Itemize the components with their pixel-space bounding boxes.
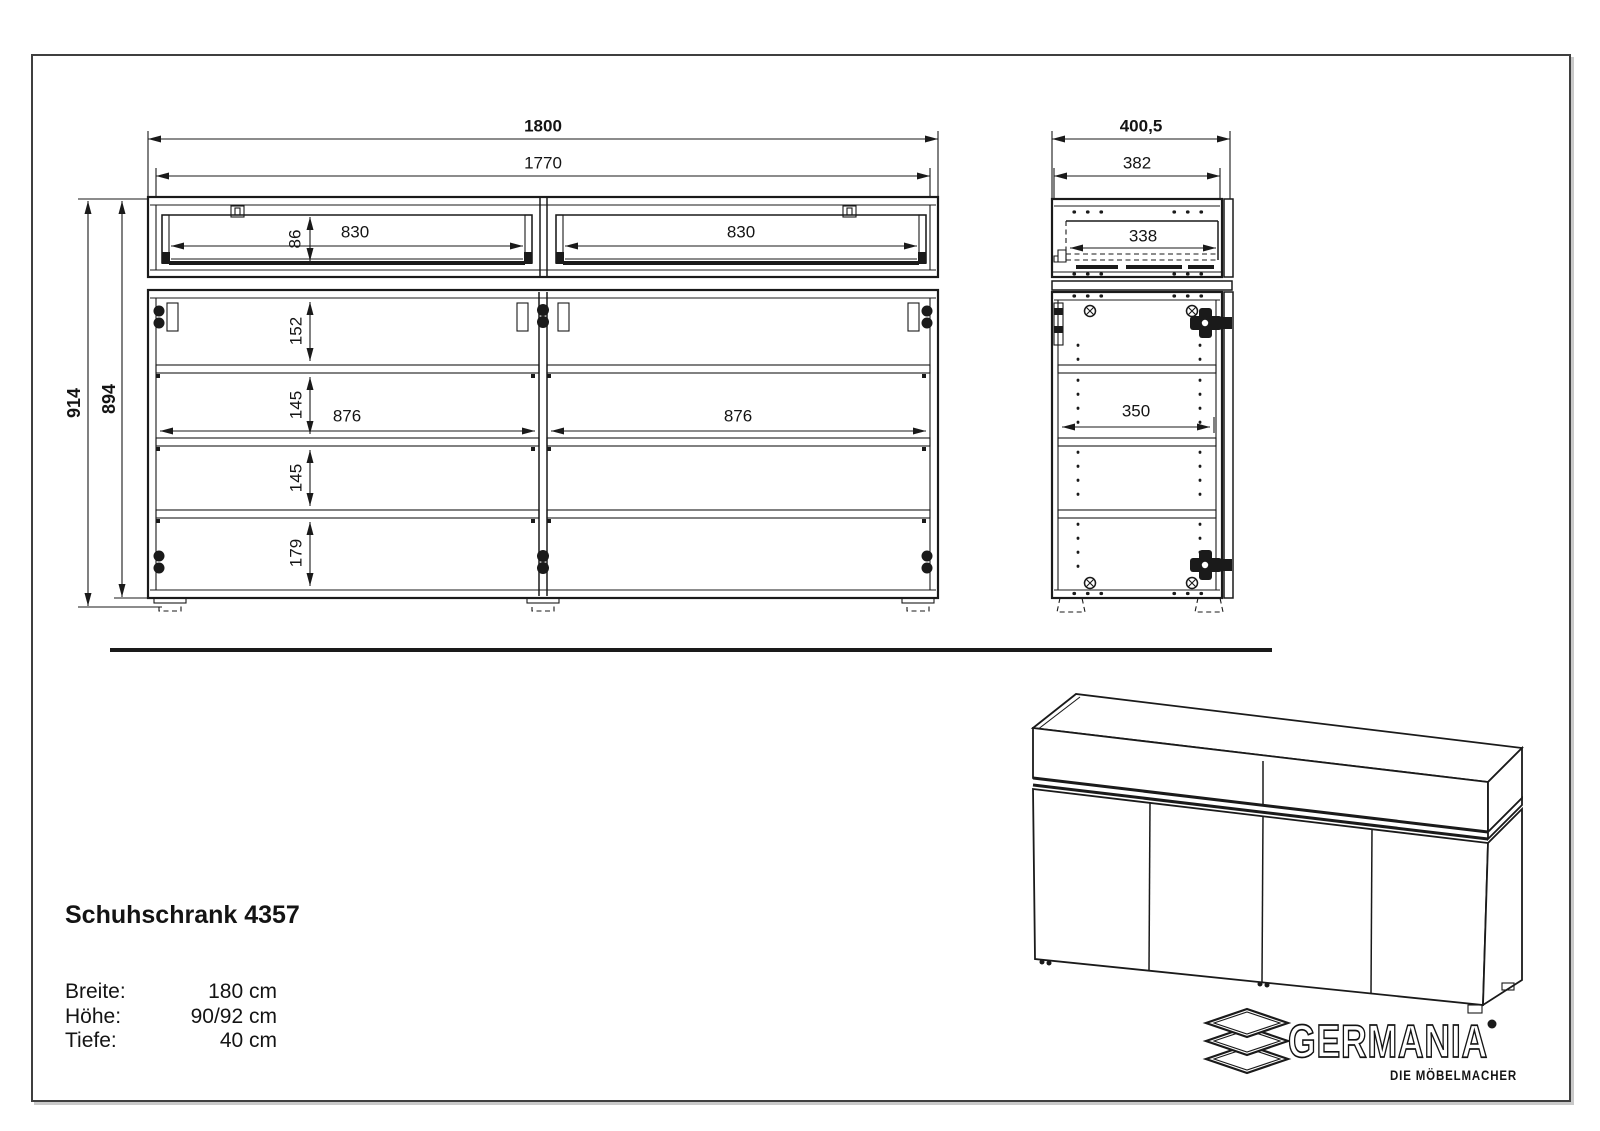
germania-logo xyxy=(1206,1009,1517,1083)
spec-value-height: 90/92 cm xyxy=(190,1004,277,1028)
front-body-section xyxy=(148,290,938,598)
product-specs xyxy=(65,980,277,1054)
dim-drawer-width-left: 830 xyxy=(340,222,370,242)
side-view-drawing xyxy=(1052,131,1233,612)
dim-carcass-depth: 382 xyxy=(1122,153,1152,173)
dim-total-height: 914 xyxy=(64,387,84,419)
brand-wordmark: GERMANIA xyxy=(1288,1015,1488,1067)
dim-compartment-2: 145 xyxy=(286,390,306,420)
dim-shelf-depth: 350 xyxy=(1121,401,1151,421)
dim-shelf-width-left: 876 xyxy=(332,406,362,426)
spec-label-height: Höhe: xyxy=(65,1004,122,1028)
side-feet xyxy=(1057,598,1223,612)
section-divider-line xyxy=(110,648,1272,652)
front-drawer-section xyxy=(148,197,938,277)
stacked-layers-icon xyxy=(1206,1009,1288,1073)
dim-compartment-1: 152 xyxy=(286,316,306,346)
trademark-dot xyxy=(1488,1020,1497,1029)
front-feet xyxy=(154,598,934,611)
front-view-drawing xyxy=(78,131,938,611)
dim-drawer-height: 86 xyxy=(285,229,305,249)
iso-view-drawing xyxy=(1033,694,1522,1013)
dim-compartment-4: 179 xyxy=(286,538,306,568)
dim-carcass-width: 1770 xyxy=(524,153,562,173)
spec-label-depth: Tiefe: xyxy=(65,1029,117,1052)
dim-drawer-width-right: 830 xyxy=(726,222,756,242)
dim-total-width: 1800 xyxy=(524,116,562,136)
dim-carcass-height: 894 xyxy=(99,383,119,415)
dim-total-depth: 400,5 xyxy=(1119,116,1163,136)
brand-tagline: DIE MÖBELMACHER xyxy=(1390,1068,1517,1083)
spec-label-width: Breite: xyxy=(65,980,126,1003)
product-title: Schuhschrank 4357 xyxy=(65,901,300,929)
side-body-section xyxy=(1052,292,1233,598)
spec-value-width: 180 cm xyxy=(208,980,277,1003)
spec-value-depth: 40 cm xyxy=(219,1029,277,1052)
dim-compartment-3: 145 xyxy=(286,463,306,493)
dim-shelf-width-right: 876 xyxy=(723,406,753,426)
side-plinth-band xyxy=(1052,281,1232,290)
dim-drawer-depth: 338 xyxy=(1128,226,1158,246)
